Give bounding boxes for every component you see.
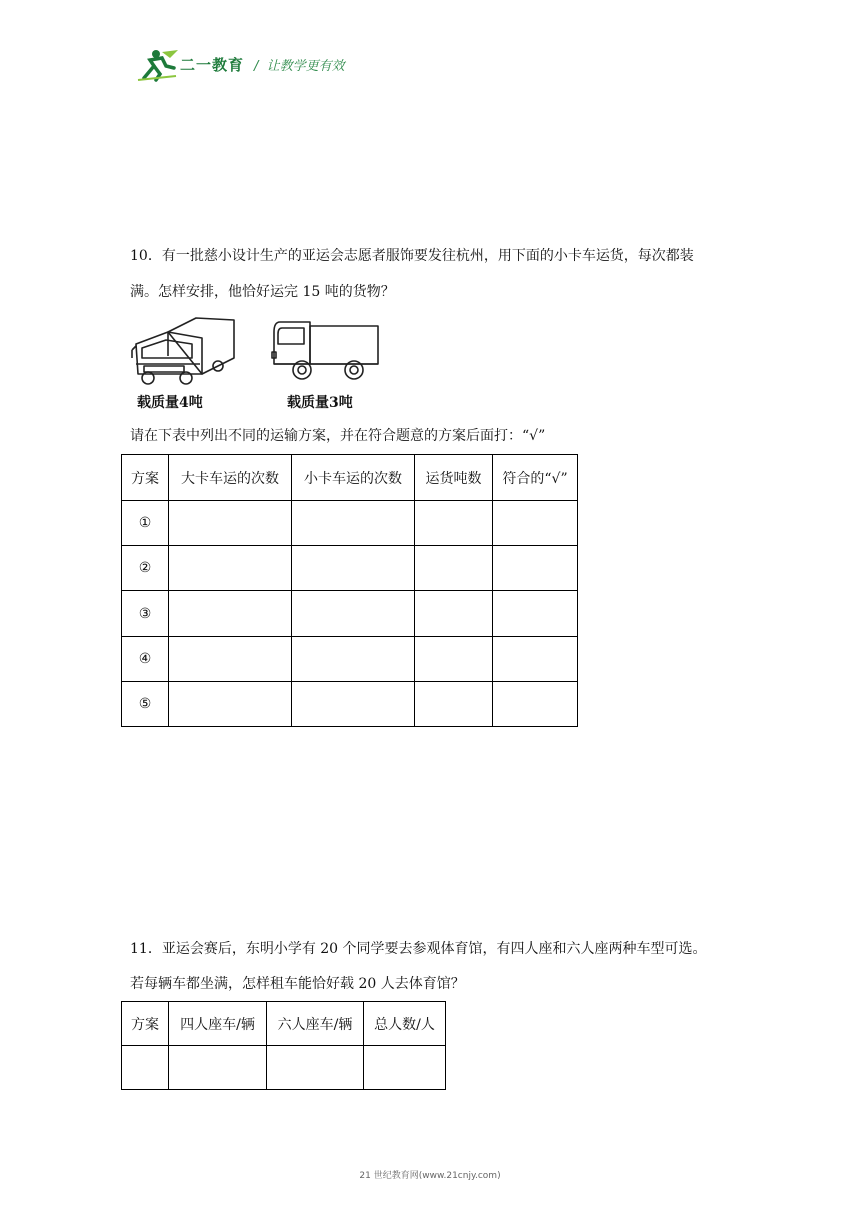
plan-number-cell: ① xyxy=(122,501,169,546)
table-header-cell: 符合的“√” xyxy=(493,455,578,501)
answer-cell[interactable] xyxy=(292,637,415,682)
plan-number-cell: ④ xyxy=(122,637,169,682)
answer-cell[interactable] xyxy=(292,591,415,637)
answer-cell[interactable] xyxy=(493,591,578,637)
answer-cell[interactable] xyxy=(169,501,292,546)
table-header-cell: 方案 xyxy=(122,1002,169,1046)
plan-number-cell: ③ xyxy=(122,591,169,637)
answer-cell[interactable] xyxy=(122,1046,169,1090)
q10-text-line2: 满。怎样安排，他恰好运完 15 吨的货物？ xyxy=(130,284,395,300)
answer-cell[interactable] xyxy=(493,637,578,682)
answer-cell[interactable] xyxy=(169,546,292,591)
table-header-cell: 大卡车运的次数 xyxy=(169,455,292,501)
table-row xyxy=(122,682,578,727)
answer-cell[interactable] xyxy=(415,682,493,727)
answer-cell[interactable] xyxy=(267,1046,364,1090)
page-header xyxy=(136,48,396,82)
answer-cell[interactable] xyxy=(364,1046,446,1090)
slogan-text: 让教学更有效 xyxy=(266,59,345,74)
table-row xyxy=(122,591,578,637)
page-footer: 21 世纪教育网(www.21cnjy.com) xyxy=(359,1171,501,1181)
table-row xyxy=(122,546,578,591)
table-header-cell: 运货吨数 xyxy=(415,455,493,501)
small-truck-icon xyxy=(270,318,382,384)
table-header-cell: 方案 xyxy=(122,455,169,501)
table-header-cell: 总人数/人 xyxy=(364,1002,446,1046)
answer-cell[interactable] xyxy=(292,501,415,546)
answer-cell[interactable] xyxy=(169,591,292,637)
answer-cell[interactable] xyxy=(169,682,292,727)
q11-text-line1: 11．亚运会赛后，东明小学有 20 个同学要去参观体育馆，有四人座和六人座两种车型可选。 xyxy=(130,941,707,957)
brand-name: 二一教育 xyxy=(180,56,245,74)
q11-text-line2: 若每辆车都坐满，怎样租车能恰好载 20 人去体育馆？ xyxy=(130,976,465,992)
answer-cell[interactable] xyxy=(292,546,415,591)
table-row xyxy=(122,637,578,682)
answer-cell[interactable] xyxy=(415,501,493,546)
table-header-row xyxy=(122,455,578,501)
q10-instruction: 请在下表中列出不同的运输方案，并在符合题意的方案后面打：“√” xyxy=(130,428,546,444)
answer-cell[interactable] xyxy=(493,546,578,591)
big-truck-caption: 载质量4吨 xyxy=(137,395,203,411)
answer-cell[interactable] xyxy=(169,1046,267,1090)
small-truck-caption: 载质量3吨 xyxy=(287,395,353,411)
table-row xyxy=(122,1046,446,1090)
answer-cell[interactable] xyxy=(415,591,493,637)
slogan-separator: / xyxy=(254,59,259,74)
table-header-cell: 六人座车/辆 xyxy=(267,1002,364,1046)
big-truck-icon xyxy=(130,316,236,386)
table-row xyxy=(122,501,578,546)
answer-cell[interactable] xyxy=(169,637,292,682)
table-header-cell: 四人座车/辆 xyxy=(169,1002,267,1046)
q10-table xyxy=(121,454,578,727)
running-figure-logo-icon xyxy=(136,48,180,82)
answer-cell[interactable] xyxy=(415,637,493,682)
table-header-row xyxy=(122,1002,446,1046)
slogan xyxy=(254,55,345,74)
answer-cell[interactable] xyxy=(493,682,578,727)
answer-cell[interactable] xyxy=(292,682,415,727)
answer-cell[interactable] xyxy=(415,546,493,591)
answer-cell[interactable] xyxy=(493,501,578,546)
table-header-cell: 小卡车运的次数 xyxy=(292,455,415,501)
plan-number-cell: ② xyxy=(122,546,169,591)
q10-text-line1: 10．有一批慈小设计生产的亚运会志愿者服饰要发往杭州，用下面的小卡车运货，每次都装 xyxy=(130,248,694,264)
q11-table xyxy=(121,1001,446,1090)
plan-number-cell: ⑤ xyxy=(122,682,169,727)
